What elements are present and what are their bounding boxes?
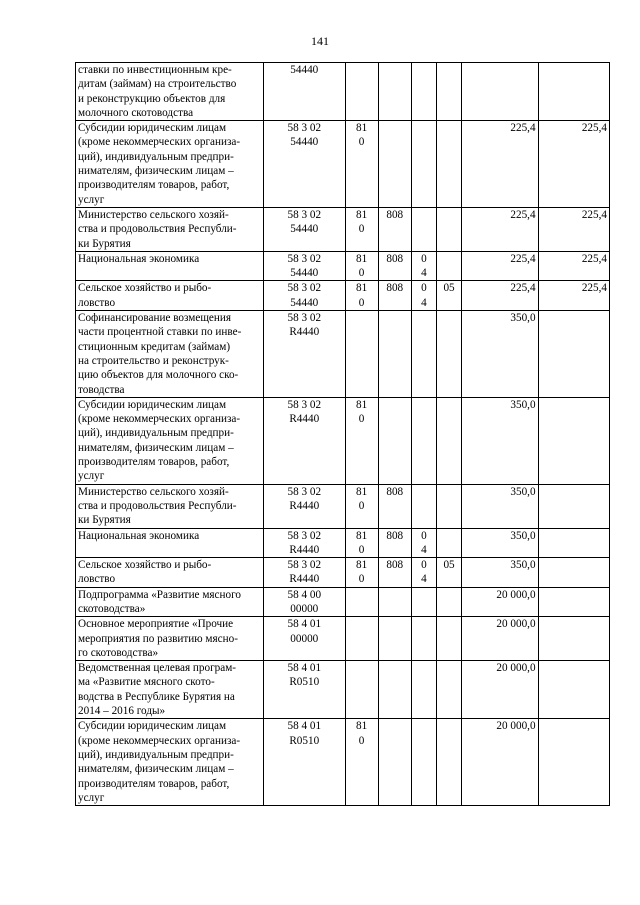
expense-type-cell: 81 0 [345,251,378,281]
target-code-cell: 58 3 02 R4440 [264,397,345,484]
subsection-cell [436,587,461,617]
row-name-cell: Сельское хозяйство и рыбо- ловство [76,558,264,588]
amount-cell-2 [538,311,609,398]
section-cell [411,587,436,617]
ministry-code-cell: 808 [378,251,411,281]
ministry-code-cell [378,587,411,617]
target-code-cell: 58 4 00 00000 [264,587,345,617]
page-number: 141 [311,34,329,48]
subsection-cell: 05 [436,558,461,588]
amount-cell-2 [538,661,609,719]
row-name-cell: Сельское хозяйство и рыбо- ловство [76,281,264,311]
subsection-cell [436,661,461,719]
amount-cell-1: 350,0 [462,558,538,588]
amount-cell-1: 225,4 [462,207,538,251]
amount-cell-2 [538,617,609,661]
expense-type-cell [345,587,378,617]
table-row [76,719,610,806]
amount-cell-1: 350,0 [462,528,538,558]
subsection-cell [436,121,461,208]
section-cell: 0 4 [411,281,436,311]
target-code-cell: 54440 [264,63,345,121]
expense-type-cell: 81 0 [345,121,378,208]
row-name-cell: Министерство сельского хозяй- ства и продовольствия Республи- ки Бурятия [76,484,264,528]
ministry-code-cell: 808 [378,484,411,528]
section-cell [411,617,436,661]
ministry-code-cell [378,617,411,661]
amount-cell-1 [462,63,538,121]
ministry-code-cell [378,661,411,719]
section-cell: 0 4 [411,251,436,281]
amount-cell-1: 225,4 [462,251,538,281]
expense-type-cell: 81 0 [345,484,378,528]
row-name-cell: Министерство сельского хозяй- ства и продовольствия Республи- ки Бурятия [76,207,264,251]
expense-type-cell: 81 0 [345,528,378,558]
amount-cell-2 [538,719,609,806]
amount-cell-2 [538,558,609,588]
target-code-cell: 58 3 02 R4440 [264,528,345,558]
amount-cell-2 [538,63,609,121]
ministry-code-cell [378,121,411,208]
ministry-code-cell [378,63,411,121]
subsection-cell [436,63,461,121]
amount-cell-1: 225,4 [462,121,538,208]
target-code-cell: 58 4 01 R0510 [264,719,345,806]
ministry-code-cell: 808 [378,281,411,311]
subsection-cell [436,311,461,398]
row-name-cell: Национальная экономика [76,528,264,558]
expense-type-cell: 81 0 [345,281,378,311]
subsection-cell [436,719,461,806]
row-name-cell: Национальная экономика [76,251,264,281]
section-cell [411,397,436,484]
amount-cell-1: 225,4 [462,281,538,311]
amount-cell-1: 20 000,0 [462,617,538,661]
target-code-cell: 58 3 02 54440 [264,207,345,251]
expense-type-cell: 81 0 [345,719,378,806]
amount-cell-1: 350,0 [462,397,538,484]
expense-type-cell [345,661,378,719]
amount-cell-2: 225,4 [538,121,609,208]
table-row [76,397,610,484]
expense-type-cell [345,311,378,398]
target-code-cell: 58 3 02 54440 [264,281,345,311]
table-row [76,63,610,121]
table-row [76,121,610,208]
budget-table [75,62,610,806]
row-name-cell: Основное мероприятие «Прочие мероприятия по развитию мясно- го скотоводства» [76,617,264,661]
row-name-cell: Подпрограмма «Развитие мясного скотоводства» [76,587,264,617]
amount-cell-1: 350,0 [462,484,538,528]
subsection-cell [436,251,461,281]
amount-cell-2 [538,484,609,528]
subsection-cell: 05 [436,281,461,311]
expense-type-cell: 81 0 [345,397,378,484]
target-code-cell: 58 3 02 R4440 [264,558,345,588]
subsection-cell [436,484,461,528]
section-cell [411,207,436,251]
row-name-cell: ставки по инвестиционным кре- дитам (займам) на строительство и реконструкцию объектов для молочного скотоводства [76,63,264,121]
amount-cell-1: 20 000,0 [462,719,538,806]
table-row [76,251,610,281]
table-row [76,528,610,558]
target-code-cell: 58 3 02 R4440 [264,311,345,398]
section-cell: 0 4 [411,528,436,558]
table-row [76,281,610,311]
table-row [76,661,610,719]
table-row [76,558,610,588]
table-row [76,587,610,617]
row-name-cell: Софинансирование возмещения части процентной ставки по инве- стиционным кредитам (займам) на строительство и реконструк- цию объектов для молочного ско- товодства [76,311,264,398]
table-row [76,207,610,251]
ministry-code-cell [378,719,411,806]
expense-type-cell: 81 0 [345,558,378,588]
amount-cell-2: 225,4 [538,251,609,281]
target-code-cell: 58 3 02 54440 [264,121,345,208]
ministry-code-cell: 808 [378,528,411,558]
row-name-cell: Ведомственная целевая програм- ма «Развитие мясного ското- водства в Республике Бурятия на 2014 – 2016 годы» [76,661,264,719]
section-cell: 0 4 [411,558,436,588]
section-cell [411,311,436,398]
amount-cell-2: 225,4 [538,207,609,251]
expense-type-cell: 81 0 [345,207,378,251]
ministry-code-cell [378,311,411,398]
section-cell [411,484,436,528]
amount-cell-1: 20 000,0 [462,587,538,617]
target-code-cell: 58 4 01 R0510 [264,661,345,719]
ministry-code-cell: 808 [378,207,411,251]
ministry-code-cell: 808 [378,558,411,588]
target-code-cell: 58 3 02 54440 [264,251,345,281]
amount-cell-1: 350,0 [462,311,538,398]
section-cell [411,63,436,121]
expense-type-cell [345,63,378,121]
table-row [76,617,610,661]
amount-cell-2 [538,528,609,558]
amount-cell-1: 20 000,0 [462,661,538,719]
subsection-cell [436,528,461,558]
table-row [76,484,610,528]
target-code-cell: 58 4 01 00000 [264,617,345,661]
subsection-cell [436,617,461,661]
amount-cell-2 [538,397,609,484]
target-code-cell: 58 3 02 R4440 [264,484,345,528]
section-cell [411,719,436,806]
subsection-cell [436,207,461,251]
ministry-code-cell [378,397,411,484]
amount-cell-2 [538,587,609,617]
amount-cell-2: 225,4 [538,281,609,311]
row-name-cell: Субсидии юридическим лицам (кроме некоммерческих организа- ций), индивидуальным предпри- нимателям, физическим лицам – производителям товаров, работ, услуг [76,121,264,208]
row-name-cell: Субсидии юридическим лицам (кроме некоммерческих организа- ций), индивидуальным предпри- нимателям, физическим лицам – производителям товаров, работ, услуг [76,397,264,484]
subsection-cell [436,397,461,484]
section-cell [411,121,436,208]
row-name-cell: Субсидии юридическим лицам (кроме некоммерческих организа- ций), индивидуальным предпри- нимателям, физическим лицам – производителям товаров, работ, услуг [76,719,264,806]
section-cell [411,661,436,719]
expense-type-cell [345,617,378,661]
table-row [76,311,610,398]
